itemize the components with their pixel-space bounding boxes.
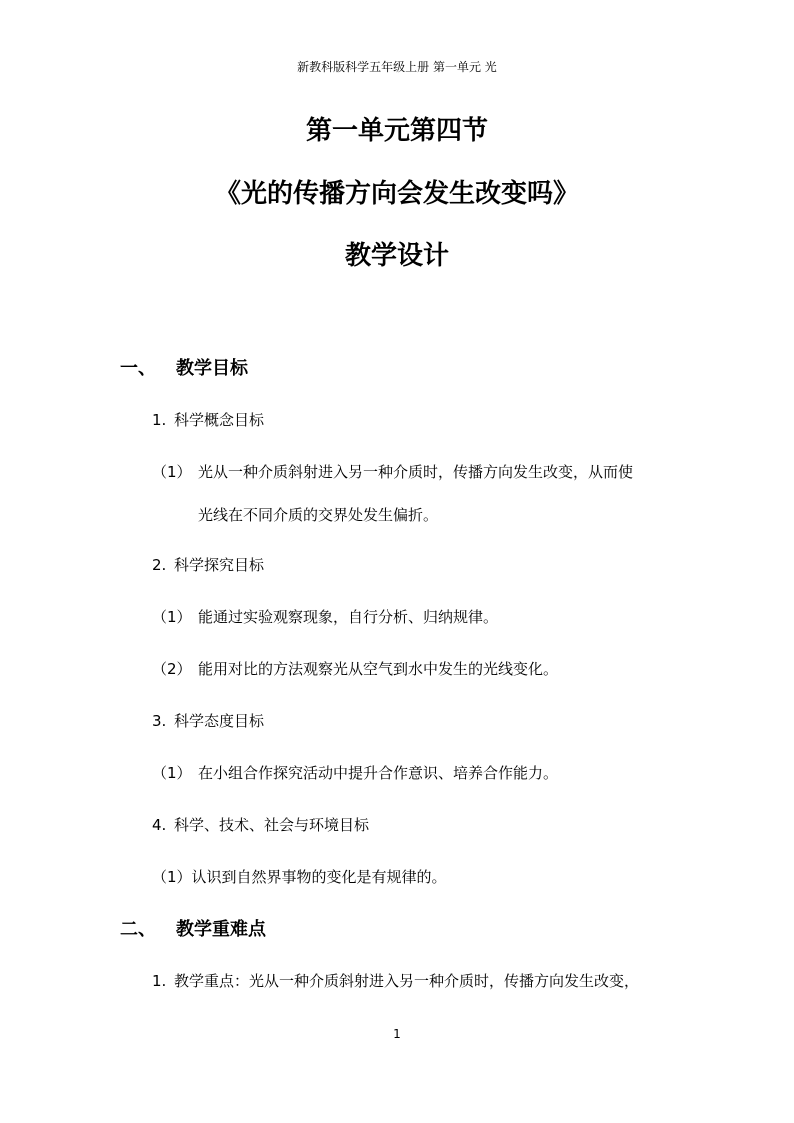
sub-number: 3.: [152, 712, 167, 730]
sub-label: 科学探究目标: [174, 556, 265, 574]
subheading-concept: [152, 409, 264, 431]
list-item: [152, 762, 558, 784]
sub-number: 4.: [152, 816, 167, 834]
sub-number: 1.: [152, 972, 167, 990]
item-marker: （1）: [152, 463, 192, 481]
list-item: [152, 461, 633, 483]
section-number: 二、: [120, 919, 156, 940]
item-marker: （1）: [152, 868, 192, 886]
list-item: [152, 658, 558, 680]
title-line-3: 教学设计: [344, 241, 449, 271]
section-heading-key-points: [120, 918, 266, 942]
subheading-key-point: [152, 970, 639, 992]
item-marker: （2）: [152, 660, 192, 678]
page-number: 1: [393, 1027, 401, 1041]
title-line-2: 《光的传播方向会发生改变吗》: [214, 179, 579, 209]
section-number: 一、: [120, 358, 156, 379]
sub-number: 2.: [152, 556, 167, 574]
sub-label: 科学态度目标: [174, 712, 265, 730]
subheading-inquiry: [152, 554, 264, 576]
title-line-1: 第一单元第四节: [305, 116, 488, 146]
list-item: [152, 606, 498, 628]
page-header: 新教科版科学五年级上册 第一单元 光: [297, 60, 497, 74]
subheading-attitude: [152, 710, 264, 732]
section-heading-objectives: [120, 357, 248, 381]
section-label: 教学目标: [176, 358, 248, 379]
item-text: 在小组合作探究活动中提升合作意识、培养合作能力。: [198, 764, 559, 782]
item-text: 能通过实验观察现象，自行分析、归纳规律。: [198, 608, 499, 626]
section-label: 教学重难点: [176, 919, 266, 940]
sub-label: 科学概念目标: [174, 411, 265, 429]
item-text: 光从一种介质斜射进入另一种介质时，传播方向发生改变，从而使: [198, 463, 634, 481]
subheading-sts: [152, 814, 369, 836]
item-marker: （1）: [152, 608, 192, 626]
sub-number: 1.: [152, 411, 167, 429]
sub-label: 教学重点：光从一种介质斜射进入另一种介质时，传播方向发生改变，: [174, 972, 640, 990]
item-text: 认识到自然界事物的变化是有规律的。: [191, 868, 447, 886]
item-marker: （1）: [152, 764, 192, 782]
sub-label: 科学、技术、社会与环境目标: [174, 816, 370, 834]
list-item-continuation: 光线在不同介质的交界处发生偏折。: [198, 506, 439, 524]
list-item: [152, 866, 447, 888]
item-text: 能用对比的方法观察光从空气到水中发生的光线变化。: [198, 660, 559, 678]
